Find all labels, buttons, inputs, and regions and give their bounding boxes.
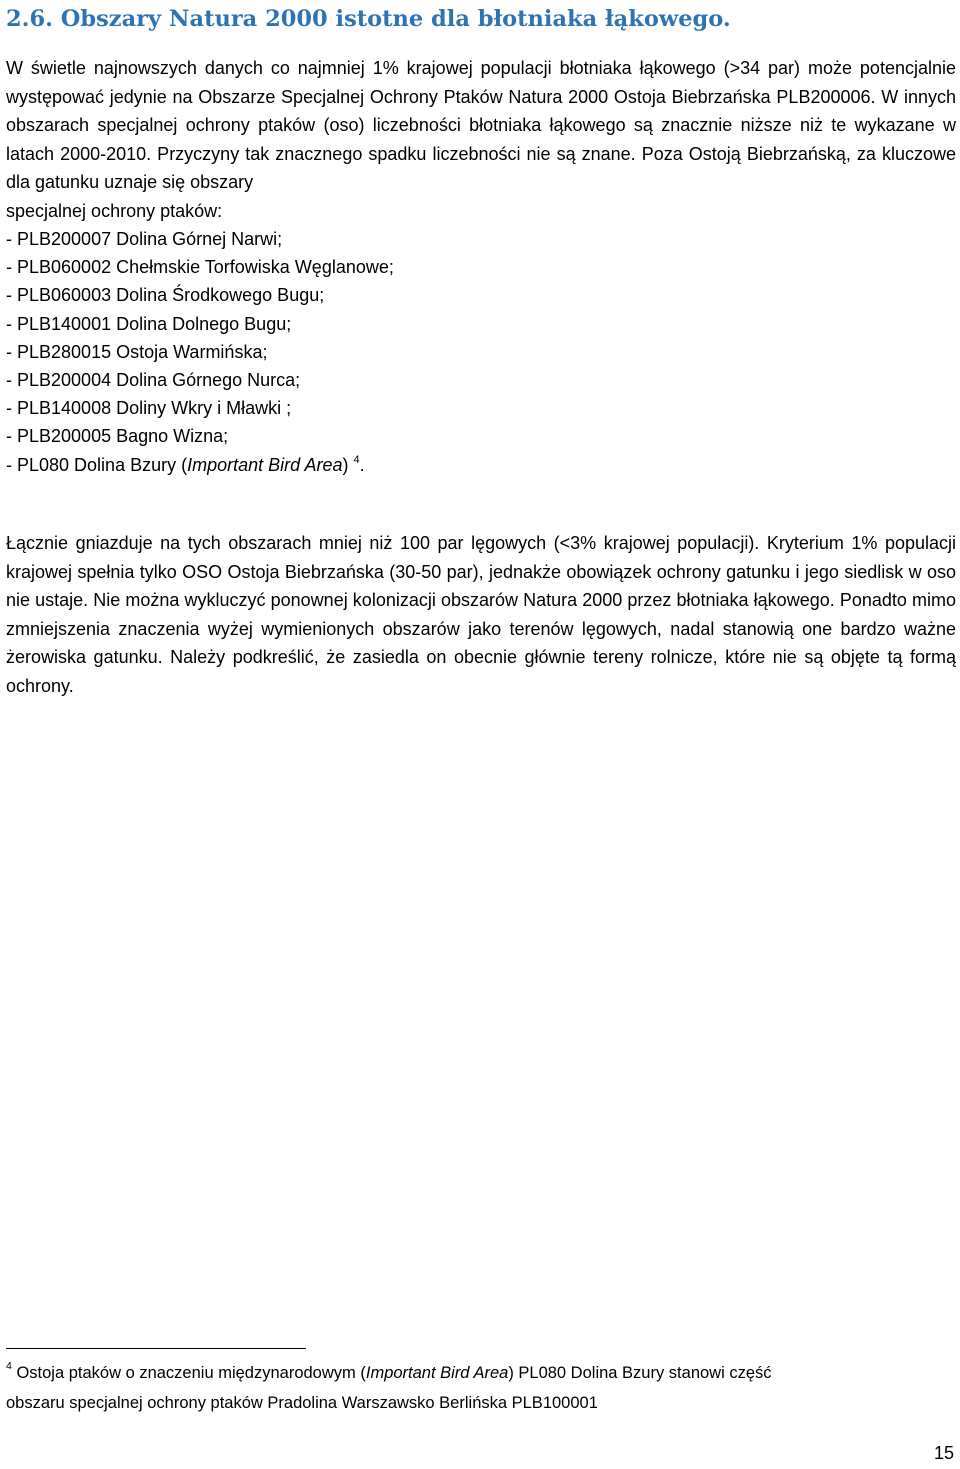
footnote-line-1 [6,1358,956,1388]
list-item [6,394,956,422]
section-heading: 2.6. Obszary Natura 2000 istotne dla błotniaka łąkowego. [6,6,731,32]
list-item-end: . [359,454,365,475]
list-item-text: PLB060002 Chełmskie Torfowiska Węglanowe; [17,257,394,278]
footnote-separator [6,1348,306,1349]
list-item [6,281,956,309]
footnote-number: 4 [6,1360,12,1372]
list-dash: - [6,229,12,249]
intro-text: W świetle najnowszych danych co najmniej 1% krajowej populacji błotniaka łąkowego (>34 par) może potencjalnie występować jedynie na Obszarze Specjalnej Ochrony Ptaków Natura 2000 Ostoja Biebrzańska PLB200006. W innych obszarach specjalnej ochrony ptaków (oso) liczebności błotniaka łąkowego są znacznie niższe niż te wykazane w latach 2000-2010. Przyczyny tak znacznego spadku liczebności nie są znane. Poza Ostoją Biebrzańską, za kluczowe dla gatunku uznaje się obszary [6,58,956,193]
footnote [6,1358,956,1418]
intro-text-end: specjalnej ochrony ptaków: [6,200,223,221]
list-item-last [6,451,956,479]
list-item-text: PLB200004 Dolina Górnego Nurca; [17,370,301,391]
footnote-ref[interactable]: 4 [353,453,360,466]
list-item-text: PLB060003 Dolina Środkowego Bugu; [17,285,325,306]
list-dash: - [6,426,12,447]
list-dash: - [6,341,12,362]
list-item-text: PL080 Dolina Bzury ( [17,454,188,475]
footnote-line-2: obszaru specjalnej ochrony ptaków Pradolina Warszawsko Berlińska PLB100001 [6,1394,598,1412]
special-protection-areas-list [6,225,956,479]
list-dash: - [6,257,12,278]
footnote-text-after: ) PL080 Dolina Bzury stanowi część [508,1364,772,1382]
list-item-text: PLB140008 Doliny Wkry i Mławki ; [17,398,292,419]
list-item-text: PLB200007 Dolina Górnej Narwi; [17,229,283,249]
list-item-text: PLB280015 Ostoja Warmińska; [17,341,268,362]
list-dash: - [6,285,12,306]
list-item [6,310,956,338]
list-item [6,253,956,281]
list-item [6,366,956,394]
list-item [6,225,956,253]
list-dash: - [6,398,12,419]
page-number: 15 [933,1443,954,1463]
summary-paragraph: Łącznie gniazduje na tych obszarach mniej niż 100 par lęgowych (<3% krajowej populacji). Kryterium 1% populacji krajowej spełnia tylko OSO Ostoja Biebrzańska (30-50 par), jednakże obowiązek ochrony gatunku i jego siedlisk w oso nie ustaje. Nie można wykluczyć ponownej kolonizacji obszarów Natura 2000 przez błotniaka łąkowego. Ponadto mimo zmniejszenia znaczenia wyżej wymienionych obszarów jako terenów lęgowych, nadal stanowią one bardzo ważne żerowiska gatunku. Należy podkreślić, że zasiedla on obecnie głównie tereny rolnicze, które nie są objęte tą formą ochrony. [6,533,956,696]
list-item [6,422,956,450]
intro-paragraph [6,54,956,226]
list-dash: - [6,313,12,334]
footnote-italic: Important Bird Area [365,1364,509,1382]
list-item-text: PLB140001 Dolina Dolnego Bugu; [17,313,292,334]
footnote-text: Ostoja ptaków o znaczeniu międzynarodowym ( [16,1364,366,1382]
list-item-paren: ) [342,454,349,475]
list-item [6,338,956,366]
list-item-text: PLB200005 Bagno Wizna; [17,426,229,447]
list-dash: - [6,370,12,391]
list-dash: - [6,454,12,475]
list-item-italic: Important Bird Area [187,454,343,475]
